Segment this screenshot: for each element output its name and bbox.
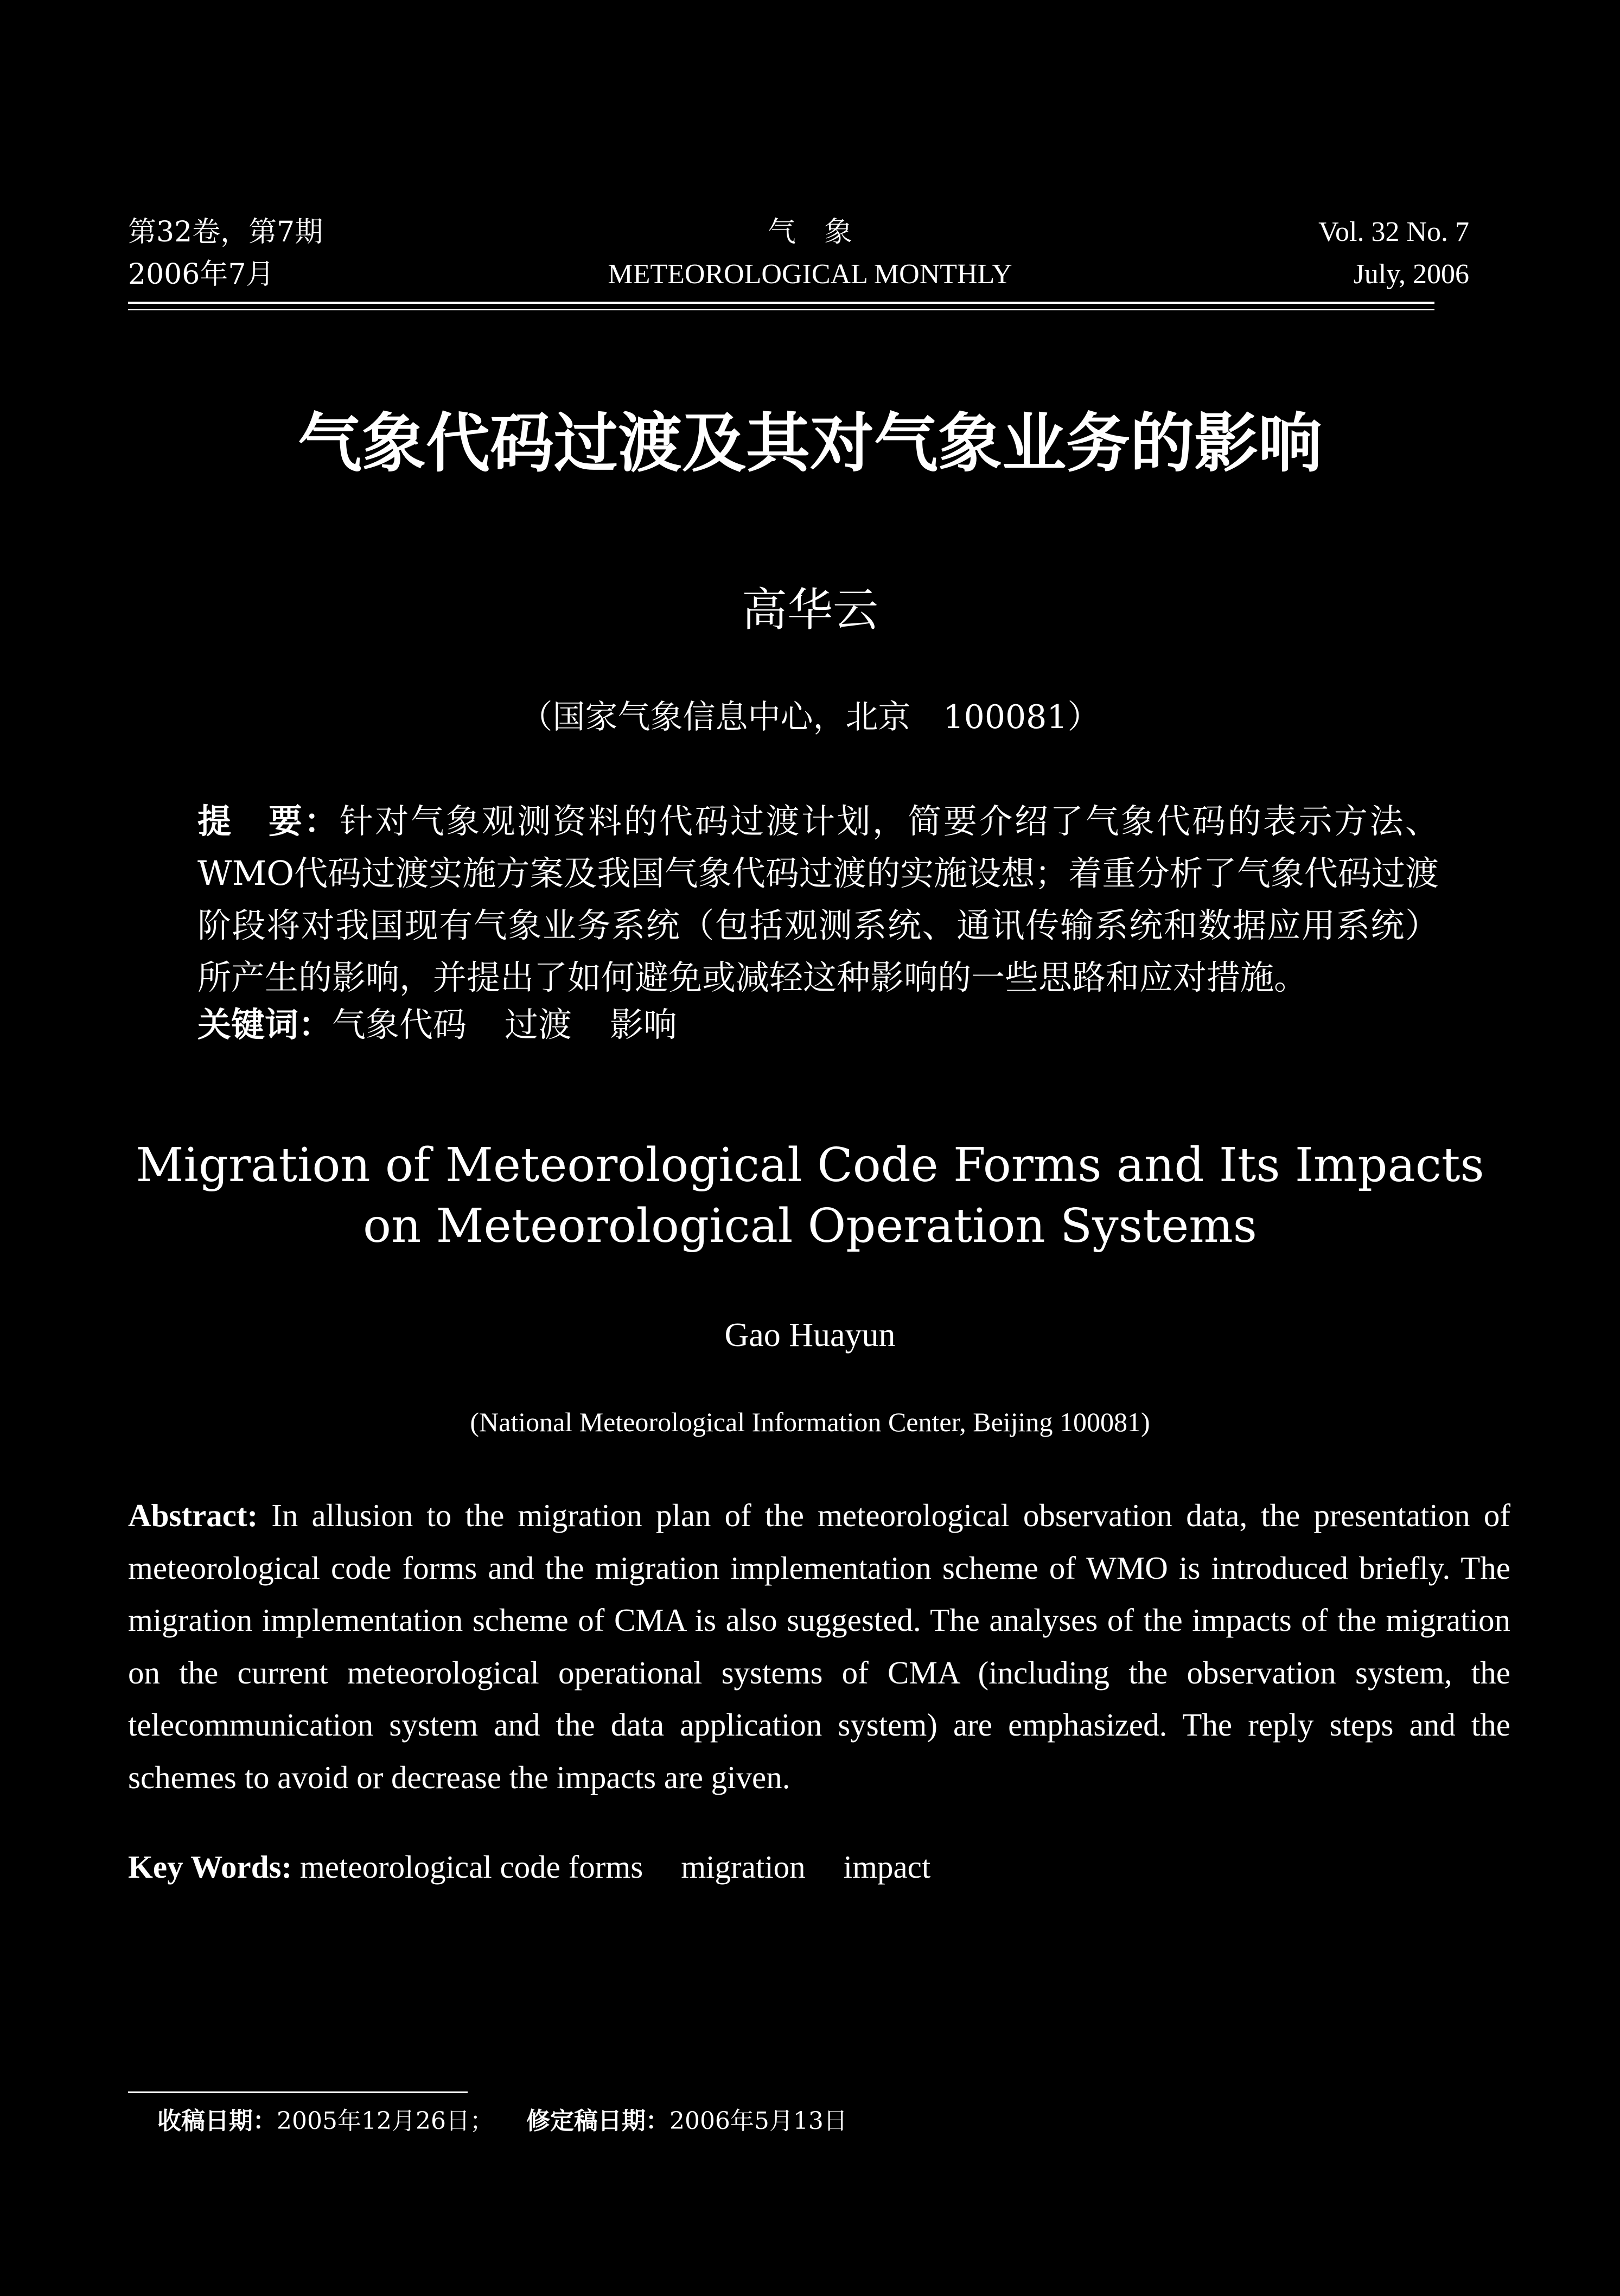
author-cn: 高华云 [741,583,878,636]
journal-issue-cn: 第32卷，第7期 [128,216,323,248]
keywords-cn [197,1005,1439,1044]
journal-volume-en: Vol. 32 No. 7 [1318,216,1469,247]
keyword-en: migration [681,1849,806,1885]
keyword-cn: 气象代码 [332,1005,467,1044]
received-date: 2005年12月26日； [277,2107,494,2135]
keyword-cn: 过渡 [505,1005,572,1044]
keywords-en [128,1851,1510,1883]
abstract-cn [197,795,1439,1004]
journal-date-en: July, 2006 [1353,259,1469,290]
header-rule-thin [128,309,1434,310]
keyword-cn: 影响 [610,1005,678,1044]
paper-title-en [0,1135,1620,1257]
paper-title-en-line2: on Meteorological Operation Systems [363,1199,1257,1253]
keyword-en: meteorological code forms [299,1849,643,1885]
keywords-label-cn: 关键词： [197,1005,333,1044]
abstract-text-cn: 针对气象观测资料的代码过渡计划，简要介绍了气象代码的表示方法、WMO代码过渡实施方案及我国气象代码过渡的实施设想；着重分析了气象代码过渡阶段将对我国现有气象业务系统（包括观测系统、通讯传输系统和数据应用系统）所产生的影响，并提出了如何避免或减轻这种影响的一些思路和应对措施。 [197,801,1439,997]
paper-title-en-line1: Migration of Meteorological Code Forms and Its Impacts [136,1138,1484,1192]
revised-date: 2006年5月13日 [669,2107,847,2135]
header-rule-thick [128,302,1434,304]
revised-label: 修定稿日期： [526,2107,669,2135]
keyword-en: impact [843,1849,931,1885]
journal-name-en: METEOROLOGICAL MONTHLY [608,259,1012,290]
author-en: Gao Huayun [724,1317,896,1354]
footnote-rule [128,2091,468,2093]
abstract-en [128,1489,1510,1803]
keywords-label-en: Key Words: [128,1849,292,1885]
received-label: 收稿日期： [157,2107,277,2135]
abstract-label-cn: 提 要： [197,801,340,841]
paper-title-cn: 气象代码过渡及其对气象业务的影响 [297,405,1322,481]
journal-date-cn: 2006年7月 [128,258,275,291]
footnote-dates [157,2109,847,2133]
journal-name-cn: 气 象 [767,216,852,248]
affiliation-cn: （国家气象信息中心，北京 100081） [520,698,1100,736]
abstract-label-en: Abstract: [128,1497,258,1533]
abstract-text-en: In allusion to the migration plan of the meteorological observation data, the presentation of meteorological code forms and the migration implementation scheme of WMO is introduced briefly. The migration implementation scheme of CMA is also suggested. The analyses of the impacts of the migration on the current meteorological operational systems of CMA (including the observation system, the telecommunication system and the data application system) are emphasized. The reply steps and the schemes to avoid or decrease the impacts are given. [128,1497,1510,1795]
affiliation-en: (National Meteorological Information Center, Beijing 100081) [470,1407,1150,1437]
